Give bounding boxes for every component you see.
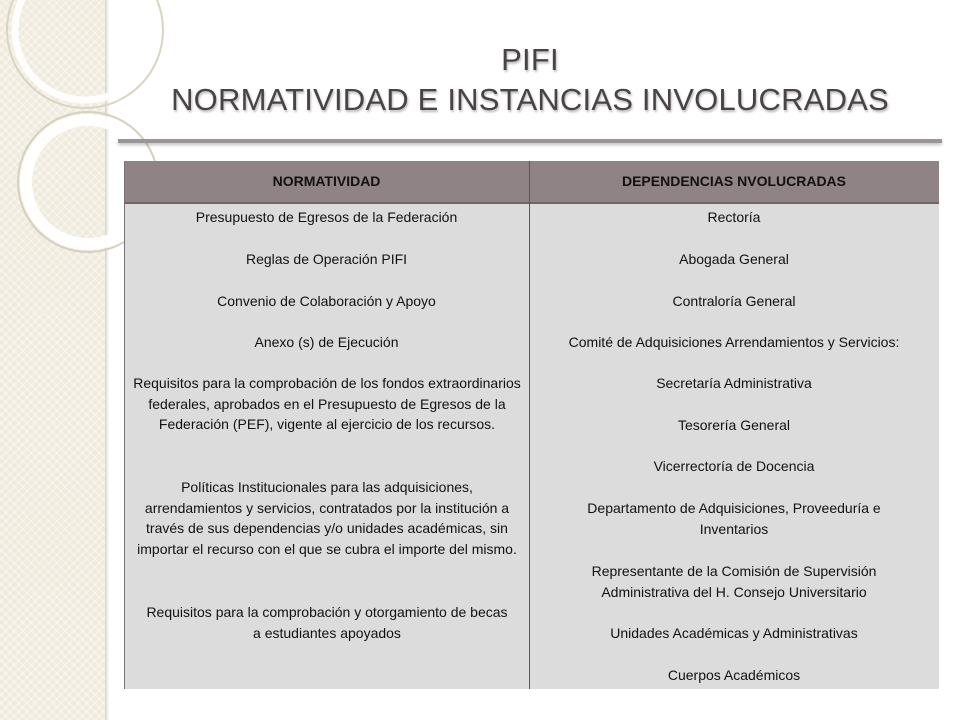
- dependencia-item: Abogada General: [679, 251, 789, 267]
- dependencia-item: Unidades Académicas y Administrativas: [610, 625, 858, 641]
- table-header: [124, 161, 939, 204]
- title-line-2: NORMATIVIDAD E INSTANCIAS INVOLUCRADAS: [171, 82, 889, 117]
- header-dependencias: DEPENDENCIAS NVOLUCRADAS: [621, 173, 847, 189]
- normatividad-item: Requisitos para la comprobación de los fondos extraordinarios federales, aprobados en el Presupuesto de Egresos de la Federación (PEF), vigente al ejercicio de los recursos.: [133, 375, 521, 432]
- title-line-1: PIFI: [501, 42, 559, 77]
- title-underline: [118, 139, 942, 143]
- dependencia-item: Comité de Adquisiciones Arrendamientos y Servicios:: [568, 334, 900, 350]
- page-title: [120, 40, 940, 120]
- normatividad-item: Convenio de Colaboración y Apoyo: [217, 293, 436, 309]
- dependencia-item: Secretaría Administrativa: [656, 375, 812, 391]
- dependencia-item: Representante de la Comisión de Supervisión Administrativa del H. Consejo Universitario: [591, 563, 877, 600]
- table-left-border: [124, 161, 125, 689]
- dependencia-item: Contraloría General: [672, 293, 796, 309]
- dependencia-item: Departamento de Adquisiciones, Proveeduría e Inventarios: [587, 500, 881, 537]
- dependencia-item: Tesorería General: [677, 417, 791, 433]
- normatividad-item: Requisitos para la comprobación y otorgamiento de becas a estudiantes apoyados: [146, 604, 508, 641]
- normatividad-item: Anexo (s) de Ejecución: [254, 334, 399, 350]
- dependencia-item: Rectoría: [707, 209, 761, 225]
- normatividad-table: [124, 161, 939, 689]
- normatividad-item: Reglas de Operación PIFI: [245, 251, 408, 267]
- header-normatividad: NORMATIVIDAD: [272, 173, 381, 189]
- normatividad-item: Presupuesto de Egresos de la Federación: [195, 209, 458, 225]
- normatividad-item: Políticas Institucionales para las adquisiciones, arrendamientos y servicios, contratados por la institución a través de sus dependencias y/o unidades académicas, sin importar el recurso con el que se cubra el importe del mismo.: [137, 479, 517, 557]
- dependencia-item: Cuerpos Académicos: [667, 667, 801, 683]
- dependencia-item: Vicerrectoría de Docencia: [653, 458, 815, 474]
